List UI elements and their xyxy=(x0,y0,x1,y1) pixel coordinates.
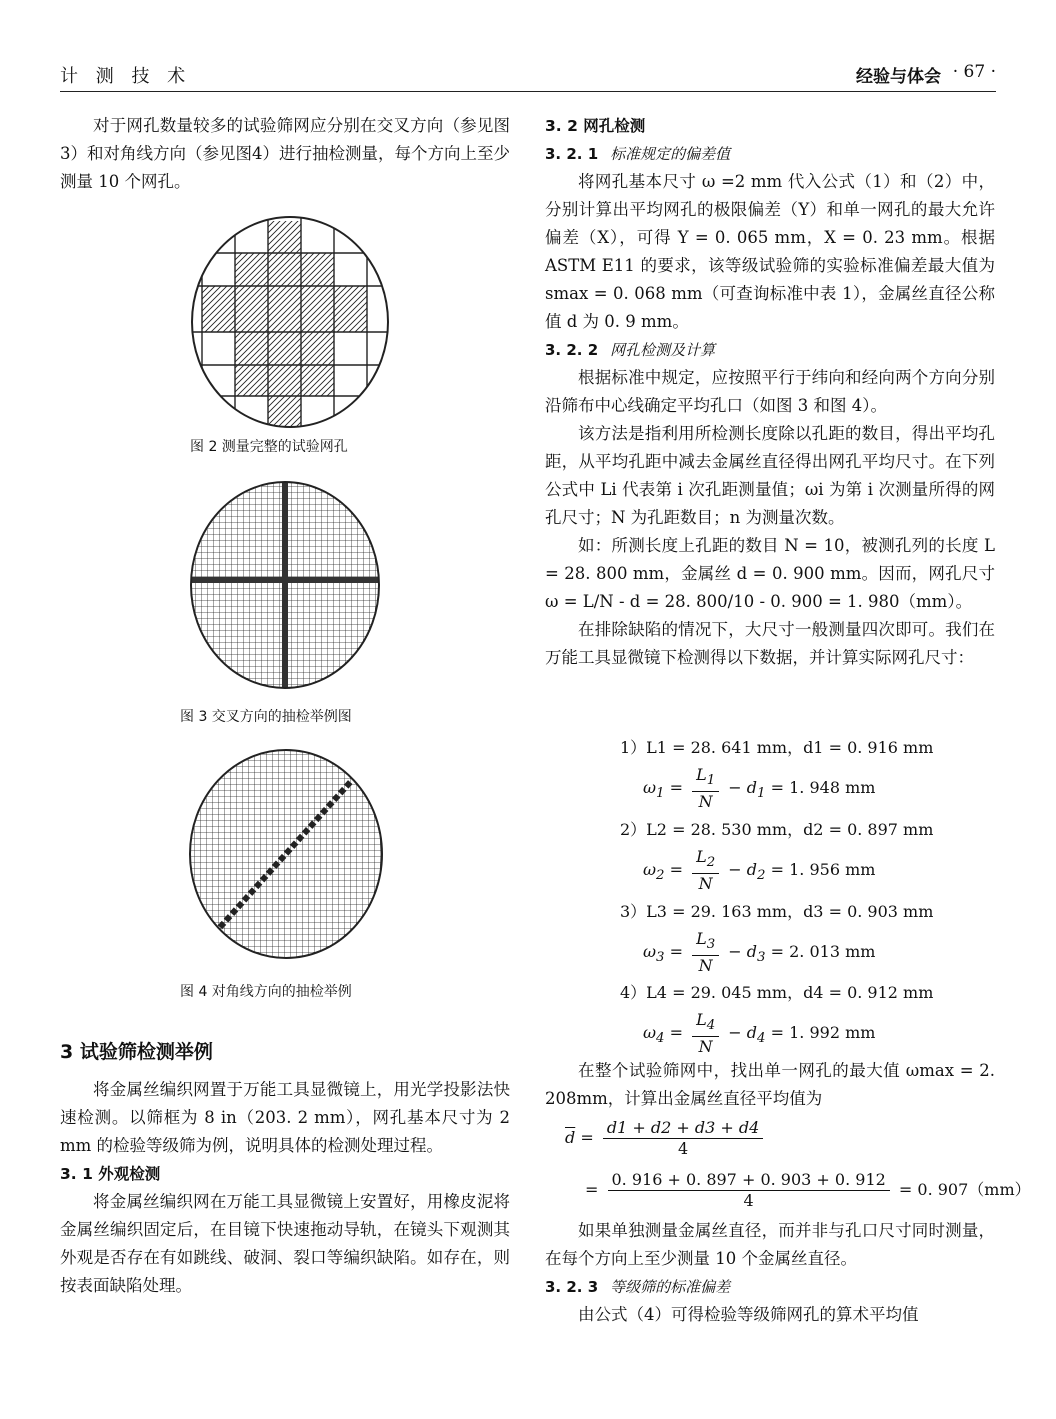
left-column-top xyxy=(60,112,510,196)
dbar-result: = 0. 907（mm） xyxy=(898,1180,1031,1199)
right-column-lower xyxy=(545,1057,995,1113)
right-column-text xyxy=(545,112,995,672)
dbar-denominator: 4 xyxy=(743,1191,754,1210)
section-name: 经验与体会 xyxy=(856,67,941,87)
dbar-denominator: 4 xyxy=(677,1139,689,1158)
measurement-3: 3）L3 = 29. 163 mm，d3 = 0. 903 mm xyxy=(620,902,934,921)
paragraph: 对于网孔数量较多的试验筛网应分别在交叉方向（参见图3）和对角线方向（参见图4）进行抽检测量，每个方向上至少测量 10 个网孔。 xyxy=(60,116,510,191)
omega-2-formula: $\omega_2$ = $\frac{L_2}{N}$ − $d_2 = 1$. 956 mm xyxy=(643,847,876,894)
figure-4-caption: 图 4 对角线方向的抽检举例 xyxy=(180,984,352,1000)
paragraph: 根据标准中规定，应按照平行于纬向和经向两个方向分别沿筛布中心线确定平均孔口（如图 3 和图 4）。 xyxy=(545,368,995,415)
paragraph: 由公式（4）可得检验等级筛网孔的算术平均值 xyxy=(578,1305,919,1324)
section-title: 标准规定的偏差值 xyxy=(610,145,731,163)
measurement-1: 1）L1 = 28. 641 mm，d1 = 0. 916 mm xyxy=(620,738,934,757)
measurement-2: 2）L2 = 28. 530 mm，d2 = 0. 897 mm xyxy=(620,820,934,839)
section-3-heading: 3 试验筛检测举例 xyxy=(60,1041,213,1063)
omega-1-formula: $\omega_1$ = $\frac{L_1}{N}$ − $d_1 = 1$. 948 mm xyxy=(643,765,876,812)
page-number: · 67 · xyxy=(952,62,996,82)
fraction: $\frac{L_3}{N}$ xyxy=(692,929,719,976)
figure-3-cross-direction-sampling xyxy=(189,480,381,690)
paragraph: 在整个试验筛网中，找出单一网孔的最大值 ωmax = 2. 208mm，计算出金属丝直径平均值为 xyxy=(545,1061,995,1108)
omega-2-value: = 1. 956 mm xyxy=(770,860,876,880)
paragraph: 该方法是指利用所检测长度除以孔距的数目，得出平均孔距，从平均孔距中减去金属丝直径得出网孔平均尺寸。在下列公式中 Li 代表第 i 次孔距测量值；ωi 为第 i 次测量所得的网孔尺寸；N 为孔距数目；n 为测量次数。 xyxy=(545,424,995,527)
section-3-2-2-heading xyxy=(545,336,995,364)
dbar-numerator: d1 + d2 + d3 + d4 xyxy=(603,1118,763,1139)
figure-2-complete-mesh xyxy=(190,215,390,429)
figure-3-caption: 图 3 交叉方向的抽检举例图 xyxy=(180,709,352,725)
fraction: $\frac{L_2}{N}$ xyxy=(692,847,719,894)
right-column-bottom xyxy=(545,1217,995,1329)
omega-4-value: = 1. 992 mm xyxy=(770,1023,876,1043)
omega-3-value: = 2. 013 mm xyxy=(770,942,876,962)
section-number: 3. 2. 2 xyxy=(545,341,599,359)
paragraph: 如果单独测量金属丝直径，而并非与孔口尺寸同时测量，在每个方向上至少测量 10 个金属丝直径。 xyxy=(545,1221,995,1268)
left-column-section-3 xyxy=(60,1038,510,1300)
section-number: 3. 2. 1 xyxy=(545,145,599,163)
paragraph: 将金属丝编织网在万能工具显微镜上安置好，用橡皮泥将金属丝编织固定后，在目镜下快速拖动导轨，在镜头下观测其外观是否存在有如跳线、破洞、裂口等编织缺陷。如存在，则按表面缺陷处理。 xyxy=(60,1192,510,1295)
section-number: 3. 2. 3 xyxy=(545,1278,599,1296)
paragraph: 将金属丝编织网置于万能工具显微镜上，用光学投影法快速检测。以筛框为 8 in（203. 2 mm），网孔基本尺寸为 2 mm 的检验等级筛为例，说明具体的检测处理过程。 xyxy=(60,1080,510,1155)
omega-1-value: = 1. 948 mm xyxy=(770,778,876,798)
fraction: $\frac{L_1}{N}$ xyxy=(692,765,719,812)
running-header xyxy=(60,62,996,88)
section-title: 等级筛的标准偏差 xyxy=(610,1278,731,1296)
fraction xyxy=(603,1118,763,1159)
paragraph: 将网孔基本尺寸 ω =2 mm 代入公式（1）和（2）中，分别计算出平均网孔的极限偏差（Y）和单一网孔的最大允许偏差（X），可得 Y = 0. 065 mm，X = 0. 23 mm。根据 ASTM E11 的要求，该等级试验筛的实验标准偏差最大值为 smax = 0. 068 mm（可查询标准中表 1），金属丝直径公称值 d 为 0. 9 mm。 xyxy=(545,172,995,331)
omega-3-formula: $\omega_3$ = $\frac{L_3}{N}$ − $d_3 = 2$. 013 mm xyxy=(643,929,876,976)
fraction xyxy=(608,1170,890,1211)
section-3-1-heading: 3. 1 外观检测 xyxy=(60,1165,161,1183)
figure-2-caption: 图 2 测量完整的试验网孔 xyxy=(190,439,348,455)
omega-4-formula: $\omega_4$ = $\frac{L_4}{N}$ − $d_4 = 1$. 992 mm xyxy=(643,1010,876,1057)
figure-4-diagonal-sampling xyxy=(188,748,384,961)
journal-name: 计 测 技 术 xyxy=(60,66,192,87)
header-rule xyxy=(60,91,996,92)
fraction: $\frac{L_4}{N}$ xyxy=(692,1010,719,1057)
section-3-2-heading: 3. 2 网孔检测 xyxy=(545,117,646,135)
paragraph: 如：所测长度上孔距的数目 N = 10，被测孔列的长度 L = 28. 800 mm，金属丝 d = 0. 900 mm。因而，网孔尺寸 ω = L/N - d = 28. 800/10 - 0. 900 = 1. 980（mm）。 xyxy=(545,536,995,611)
dbar-numerator-values: 0. 916 + 0. 897 + 0. 903 + 0. 912 xyxy=(608,1170,890,1191)
measurement-4: 4）L4 = 29. 045 mm，d4 = 0. 912 mm xyxy=(620,983,934,1002)
paragraph: 在排除缺陷的情况下，大尺寸一般测量四次即可。我们在万能工具显微镜下检测得以下数据，并计算实际网孔尺寸： xyxy=(545,620,995,667)
dbar-formula: $\overline{d}$ = $\frac{d1 + d2 + d3 + d4}{4}$ xyxy=(565,1118,767,1159)
section-title: 网孔检测及计算 xyxy=(610,341,716,359)
section-3-2-1-heading xyxy=(545,140,995,168)
dbar-value-formula: = $\frac{0. 916 + 0. 897 + 0. 903 + 0. 912}{4}$ = 0. 907（mm） xyxy=(585,1170,1031,1210)
section-3-2-3-heading xyxy=(545,1273,995,1301)
